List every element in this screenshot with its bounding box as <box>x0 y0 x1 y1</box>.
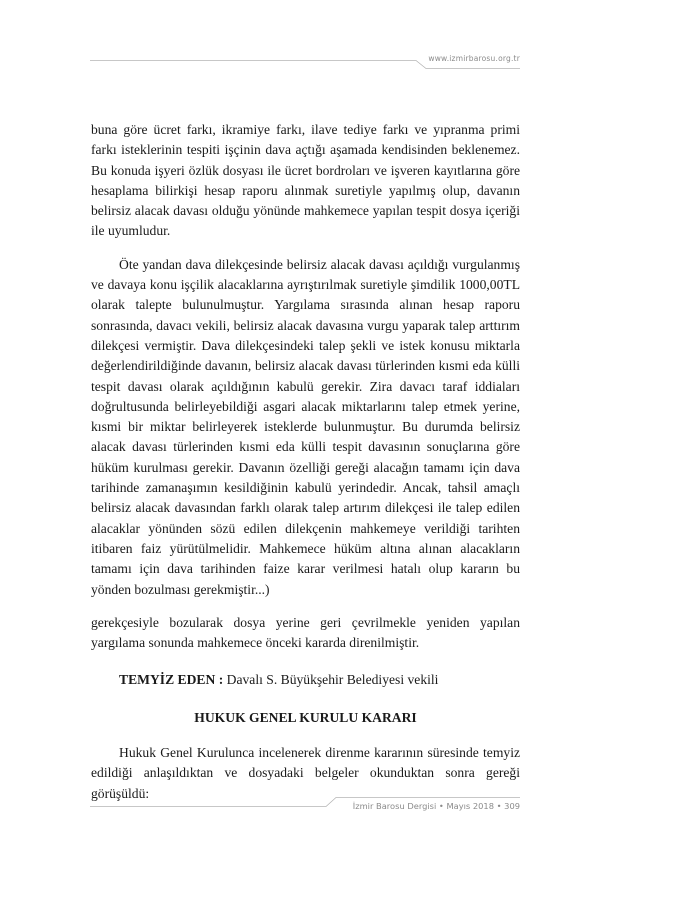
header-url: www.izmirbarosu.org.tr <box>428 54 520 63</box>
decision-heading: HUKUK GENEL KURULU KARARI <box>194 709 417 725</box>
appellant-value: Davalı S. Büyükşehir Belediyesi vekili <box>226 672 439 688</box>
page-body <box>91 120 520 804</box>
paragraph-1: buna göre ücret farkı, ikramiye farkı, ilave tediye farkı ve yıpranma primi farkı isteklerinin tespiti işçinin dava açtığı aşamada kendisinden beklenemez. Bu konuda işyeri özlük dosyası ile ücret bordroları ve işveren kayıtlarına göre hesaplama bilirkişi hesap raporu alınmak suretiyle yapılmış olup, davanın belirsiz alacak davası olduğu yönünde mahkemece yapılan tespit dosya içeriği ile uyumludur. <box>91 122 520 239</box>
paragraph-3: gerekçesiyle bozularak dosya yerine geri çevrilmekle yeniden yapılan yargılama sonunda mahkemece önceki kararda direnilmiştir. <box>91 614 520 651</box>
appellant-label: TEMYİZ EDEN : <box>119 672 224 688</box>
appellant-line <box>91 670 520 690</box>
paragraph-2: Öte yandan dava dilekçesinde belirsiz alacak davası açıldığı vurgulanmış ve davaya konu işçilik alacaklarına ayrıştırılmak suretiyle şimdilik 1000,00TL olarak talepte bulunulmuştur. Yargılama sırasında alınan hesap raporu sonrasında, davacı vekili, belirsiz alacak davasına vurgu yaparak talep arttırım dilekçesi vermiştir. Dava dilekçesindeki talep şekli ve istek konusu miktarla değerlendirildiğinde davanın, belirsiz alacak davası türlerinden kısmi eda külli tespit davası olarak açıldığının kabulü gerekir. Zira davacı taraf iddiaları doğrultusunda belirleyebildiği asgari alacak miktarlarını talep etmek yerine, kısmi bir miktar belirleyerek isteklerde bulunmuştur. Bu durumda belirsiz alacak davası türlerinden kısmi eda külli tespit davasının sonuçlarına göre hüküm kurulması gerekir. Davanın özelliği gereği alacağın tamamı için dava tarihinde zamanaşımın kesildiğinin kabulü yerindedir. Ancak, tahsil amaçlı belirsiz alacak davasından farklı olarak talep artırım dilekçesi ile talep edilen alacaklar yönünden sözü edilen dilekçenin mahkemeye verildiği tarihten itibaren faiz yürütülmelidir. Mahkemece hüküm altına alınan alacakların tamamı için dava tarihinden faize karar verilmesi hatalı olup kararın bu yönden bozulması gerekmiştir...) <box>91 256 520 597</box>
paragraph-4: Hukuk Genel Kurulunca incelenerek direnme kararının süresinde temyiz edildiği anlaşıldıktan ve dosyadaki belgeler okunduktan sonra gereği görüşüldü: <box>91 745 520 801</box>
footer-journal-info: İzmir Barosu Dergisi • Mayıs 2018 • 309 <box>352 801 520 811</box>
